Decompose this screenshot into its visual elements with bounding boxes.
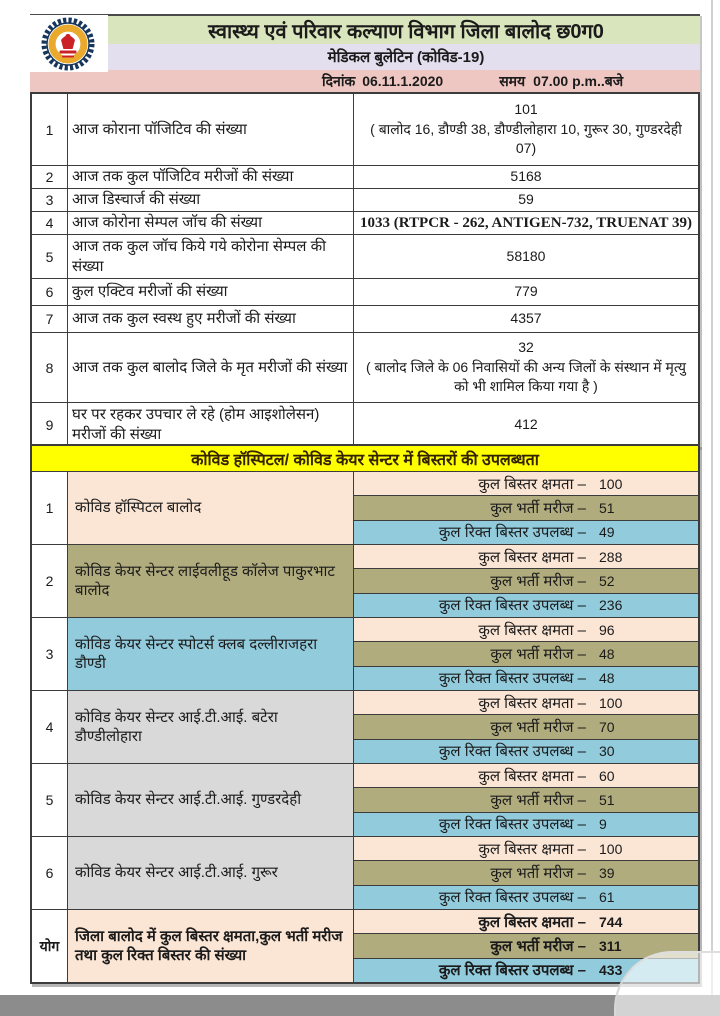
stat-sn: 6: [32, 279, 68, 305]
admitted-row: [354, 861, 698, 885]
bulletin-subtitle: मेडिकल बुलेटिन (कोविड-19): [327, 49, 485, 66]
bed-center-metrics: [354, 472, 698, 544]
stat-row: [32, 166, 698, 189]
stat-value: 779: [514, 283, 538, 300]
stat-label: घर पर रहकर उपचार ले रहे (होम आइशोलेसन) मरीजों की संख्या: [68, 403, 354, 446]
admitted-value: 52: [599, 572, 615, 589]
capacity-value: 100: [599, 475, 623, 492]
bulletin-subtitle-band: [30, 44, 700, 70]
stat-sn: 4: [32, 212, 68, 234]
stat-row: [32, 189, 698, 212]
capacity-value: 96: [599, 621, 615, 638]
capacity-row: [354, 837, 698, 861]
admitted-row: [354, 788, 698, 812]
capacity-value: 744: [599, 913, 623, 930]
vacant-row: [354, 667, 698, 690]
stat-sn: 8: [32, 333, 68, 402]
capacity-label: कुल बिस्तर क्षमता –: [478, 475, 586, 493]
bed-center-metrics: [354, 764, 698, 836]
capacity-label: कुल बिस्तर क्षमता –: [478, 694, 586, 712]
stat-row: [32, 403, 698, 446]
stat-value: 1033 (RTPCR - 262, ANTIGEN-732, TRUENAT 39): [360, 214, 692, 231]
bed-center-sn: 2: [32, 545, 68, 617]
stat-label: आज तक कुल स्वस्थ हुए मरीजों की संख्या: [68, 306, 354, 332]
capacity-value: 100: [599, 840, 623, 857]
admitted-label: कुल भर्ती मरीज –: [490, 718, 586, 736]
bed-total-name: जिला बालोद में कुल बिस्तर क्षमता,कुल भर्ती मरीज तथा कुल रिक्त बिस्तर की संख्या: [68, 910, 354, 982]
stat-value: [354, 94, 698, 165]
page-title: स्वास्थ्य एवं परिवार कल्याण विभाग जिला बालोद छ0ग0: [208, 20, 604, 43]
stat-value-number: 32: [518, 339, 534, 356]
department-title-band: [30, 14, 700, 44]
bed-center-sn: 4: [32, 691, 68, 763]
admitted-row: [354, 715, 698, 739]
stat-label: आज कोराना पॉजिटिव की संख्या: [68, 94, 354, 165]
bed-center-sn: 5: [32, 764, 68, 836]
bed-center-row: [32, 691, 698, 764]
stat-row: [32, 235, 698, 279]
bed-center-metrics: [354, 618, 698, 690]
bed-center-metrics: [354, 837, 698, 909]
capacity-row: [354, 764, 698, 788]
stat-row: [32, 306, 698, 333]
capacity-label: कुल बिस्तर क्षमता –: [478, 913, 586, 931]
stat-value-note: ( बालोद 16, डौण्डी 38, डौण्डीलोहारा 10, गुरूर 30, गुण्डरदेही 07): [370, 120, 682, 157]
bed-center-row: [32, 472, 698, 545]
stat-value: 5168: [510, 168, 542, 185]
vacant-row: [354, 594, 698, 617]
capacity-value: 100: [599, 694, 623, 711]
admitted-value: 70: [599, 718, 615, 735]
capacity-label: कुल बिस्तर क्षमता –: [478, 621, 586, 639]
vacant-label: कुल रिक्त बिस्तर उपलब्ध –: [438, 524, 586, 542]
capacity-value: 288: [599, 548, 623, 565]
capacity-row: [354, 910, 698, 934]
stat-sn: 1: [32, 94, 68, 165]
bed-section-title: कोविड हॉस्पिटल/ कोविड केयर सेन्टर में बिस्तरों की उपलब्धता: [191, 451, 539, 469]
stat-sn: 9: [32, 403, 68, 446]
viewer-bottom-bar: [0, 995, 720, 1016]
capacity-row: [354, 472, 698, 496]
vacant-value: 49: [599, 524, 615, 541]
capacity-row: [354, 618, 698, 642]
admitted-label: कुल भर्ती मरीज –: [490, 499, 586, 517]
capacity-value: 60: [599, 767, 615, 784]
bed-center-sn: 6: [32, 837, 68, 909]
bed-center-name: कोविड केयर सेन्टर स्पोटर्स क्लब दल्लीराजहरा डौण्डी: [68, 618, 354, 690]
bed-total-row: [32, 910, 698, 982]
bed-center-metrics: [354, 691, 698, 763]
vacant-value: 433: [599, 962, 623, 979]
bed-center-name: कोविड केयर सेन्टर आई.टी.आई. गुण्डरदेही: [68, 764, 354, 836]
capacity-label: कुल बिस्तर क्षमता –: [478, 548, 586, 566]
stat-value: 59: [518, 191, 534, 208]
vacant-row: [354, 886, 698, 909]
vacant-label: कुल रिक्त बिस्तर उपलब्ध –: [438, 889, 586, 907]
stat-row: [32, 279, 698, 306]
stat-label: आज तक कुल जॉच किये गये कोरोना सेम्पल की संख्या: [68, 235, 354, 278]
vacant-row: [354, 521, 698, 544]
vacant-row: [354, 740, 698, 763]
vacant-value: 61: [599, 889, 615, 906]
stat-value: [354, 333, 698, 402]
capacity-label: कुल बिस्तर क्षमता –: [478, 840, 586, 858]
bed-center-sn: 1: [32, 472, 68, 544]
date-time-band: [30, 70, 700, 92]
vacant-value: 236: [599, 597, 623, 614]
stat-value: 58180: [506, 247, 546, 264]
window-right-edge: [711, 0, 713, 995]
bed-total-sn: योग: [32, 910, 68, 982]
admitted-value: 48: [599, 645, 615, 662]
vacant-value: 30: [599, 743, 615, 760]
bed-center-row: [32, 764, 698, 837]
admitted-row: [354, 934, 698, 958]
stat-row: [32, 94, 698, 166]
stat-row: [32, 333, 698, 403]
stat-label: आज कोरोना सेम्पल जॉच की संख्या: [68, 212, 354, 234]
bed-center-name: कोविड केयर सेन्टर आई.टी.आई. गुरूर: [68, 837, 354, 909]
capacity-row: [354, 691, 698, 715]
vacant-label: कुल रिक्त बिस्तर उपलब्ध –: [438, 670, 586, 688]
stat-value-note: ( बालोद जिले के 06 निवासियों की अन्य जिलों के संस्थान में मृत्यु को भी शामिल किया गया है ): [365, 358, 687, 395]
vacant-label: कुल रिक्त बिस्तर उपलब्ध –: [438, 743, 586, 761]
admitted-row: [354, 569, 698, 593]
capacity-label: कुल बिस्तर क्षमता –: [478, 767, 586, 785]
date-label: दिनांक: [322, 72, 356, 89]
admitted-row: [354, 496, 698, 520]
bed-center-name: कोविड केयर सेन्टर आई.टी.आई. बटेरा डौण्डीलोहारा: [68, 691, 354, 763]
government-emblem-logo: [28, 15, 108, 72]
stat-sn: 2: [32, 166, 68, 188]
bed-availability-table: [30, 444, 700, 984]
bed-center-metrics: [354, 545, 698, 617]
chhattisgarh-emblem-icon: [32, 17, 104, 71]
admitted-value: 311: [599, 937, 622, 954]
stat-row: [32, 212, 698, 235]
bed-center-row: [32, 837, 698, 910]
admitted-row: [354, 642, 698, 666]
stat-value: 412: [514, 415, 538, 432]
admitted-value: 51: [599, 499, 615, 516]
capacity-row: [354, 545, 698, 569]
vacant-row: [354, 813, 698, 836]
stat-value: 4357: [510, 310, 542, 327]
vacant-label: कुल रिक्त बिस्तर उपलब्ध –: [438, 962, 586, 980]
vacant-value: 9: [599, 816, 607, 833]
covid-statistics-table: [30, 92, 700, 448]
date-value: 06.11.1.2020: [362, 73, 444, 89]
stat-sn: 3: [32, 189, 68, 211]
stat-label: आज तक कुल पॉजिटिव मरीजों की संख्या: [68, 166, 354, 188]
bed-center-name: कोविड हॉस्पिटल बालोद: [68, 472, 354, 544]
bed-section-header: [32, 446, 698, 472]
admitted-label: कुल भर्ती मरीज –: [490, 937, 586, 955]
stat-sn: 5: [32, 235, 68, 278]
stat-label: आज तक कुल बालोद जिले के मृत मरीजों की संख्या: [68, 333, 354, 402]
bed-center-name: कोविड केयर सेन्टर लाईवलीहूड कॉलेज पाकुरभाट बालोद: [68, 545, 354, 617]
stat-label: आज डिस्चार्ज की संख्या: [68, 189, 354, 211]
admitted-label: कुल भर्ती मरीज –: [490, 572, 586, 590]
admitted-label: कुल भर्ती मरीज –: [490, 645, 586, 663]
admitted-label: कुल भर्ती मरीज –: [490, 864, 586, 882]
bed-center-sn: 3: [32, 618, 68, 690]
stat-sn: 7: [32, 306, 68, 332]
admitted-value: 39: [599, 864, 615, 881]
stat-value-number: 101: [514, 101, 538, 118]
bed-center-row: [32, 618, 698, 691]
vacant-label: कुल रिक्त बिस्तर उपलब्ध –: [438, 816, 586, 834]
vacant-value: 48: [599, 670, 615, 687]
admitted-value: 51: [599, 791, 615, 808]
stat-label: कुल एक्टिव मरीजों की संख्या: [68, 279, 354, 305]
time-label: समय: [499, 72, 526, 89]
admitted-label: कुल भर्ती मरीज –: [490, 791, 586, 809]
vacant-label: कुल रिक्त बिस्तर उपलब्ध –: [438, 597, 586, 615]
time-value: 07.00 p.m..बजे: [533, 72, 624, 89]
bed-center-row: [32, 545, 698, 618]
